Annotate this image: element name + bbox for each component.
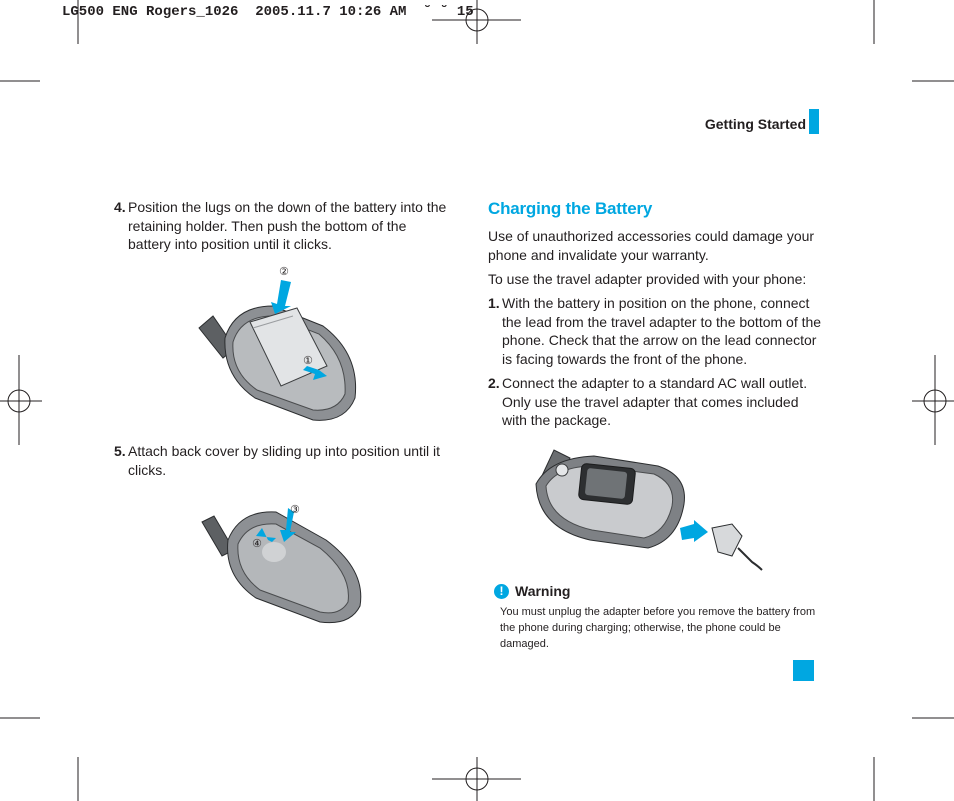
callout-4: ④ [252, 537, 262, 550]
section-tab [809, 109, 819, 134]
step-text: With the battery in position on the phone, connect the lead from the travel adapter to the bottom of the phone. Check that the arrow on the lead connector is facing towards the front of the phone. [502, 295, 822, 367]
step-number: 5. [114, 443, 126, 459]
lead-in-paragraph: To use the travel adapter provided with your phone: [488, 271, 807, 287]
section-heading: Charging the Battery [488, 199, 653, 218]
intro-paragraph: Use of unauthorized accessories could damage your phone and invalidate your warranty. [488, 228, 815, 263]
step-text: Attach back cover by sliding up into position until it clicks. [128, 443, 441, 478]
step-number: 2. [488, 375, 500, 391]
step-text: Position the lugs on the down of the battery into the retaining holder. Then push the bottom of the battery into position until it clicks. [128, 199, 447, 252]
step-number: 4. [114, 199, 126, 215]
warning-body: You must unplug the adapter before you remove the battery from the phone during charging; otherwise, the phone could be damaged. [500, 606, 816, 650]
warning-title: Warning [515, 583, 571, 599]
page-corner-tab [793, 660, 814, 681]
battery-insert-illustration [195, 258, 365, 428]
exclamation-icon: ! [494, 584, 509, 599]
step-text: Connect the adapter to a standard AC wall outlet. Only use the travel adapter that comes included with the package. [502, 375, 808, 428]
print-slug: LG500 ENG Rogers_1026 2005.11.7 10:26 AM ˘ ˘ 15 [62, 4, 474, 20]
charging-step-2 [488, 374, 824, 430]
back-cover-illustration [198, 500, 368, 630]
step-number: 1. [488, 295, 500, 311]
callout-2: ② [279, 265, 289, 278]
charging-illustration [530, 440, 770, 575]
callout-3: ③ [290, 503, 300, 516]
step-4 [114, 198, 449, 254]
section-label: Getting Started [704, 116, 806, 132]
charging-step-1 [488, 294, 824, 368]
callout-1: ① [303, 354, 313, 367]
step-5 [114, 442, 449, 479]
